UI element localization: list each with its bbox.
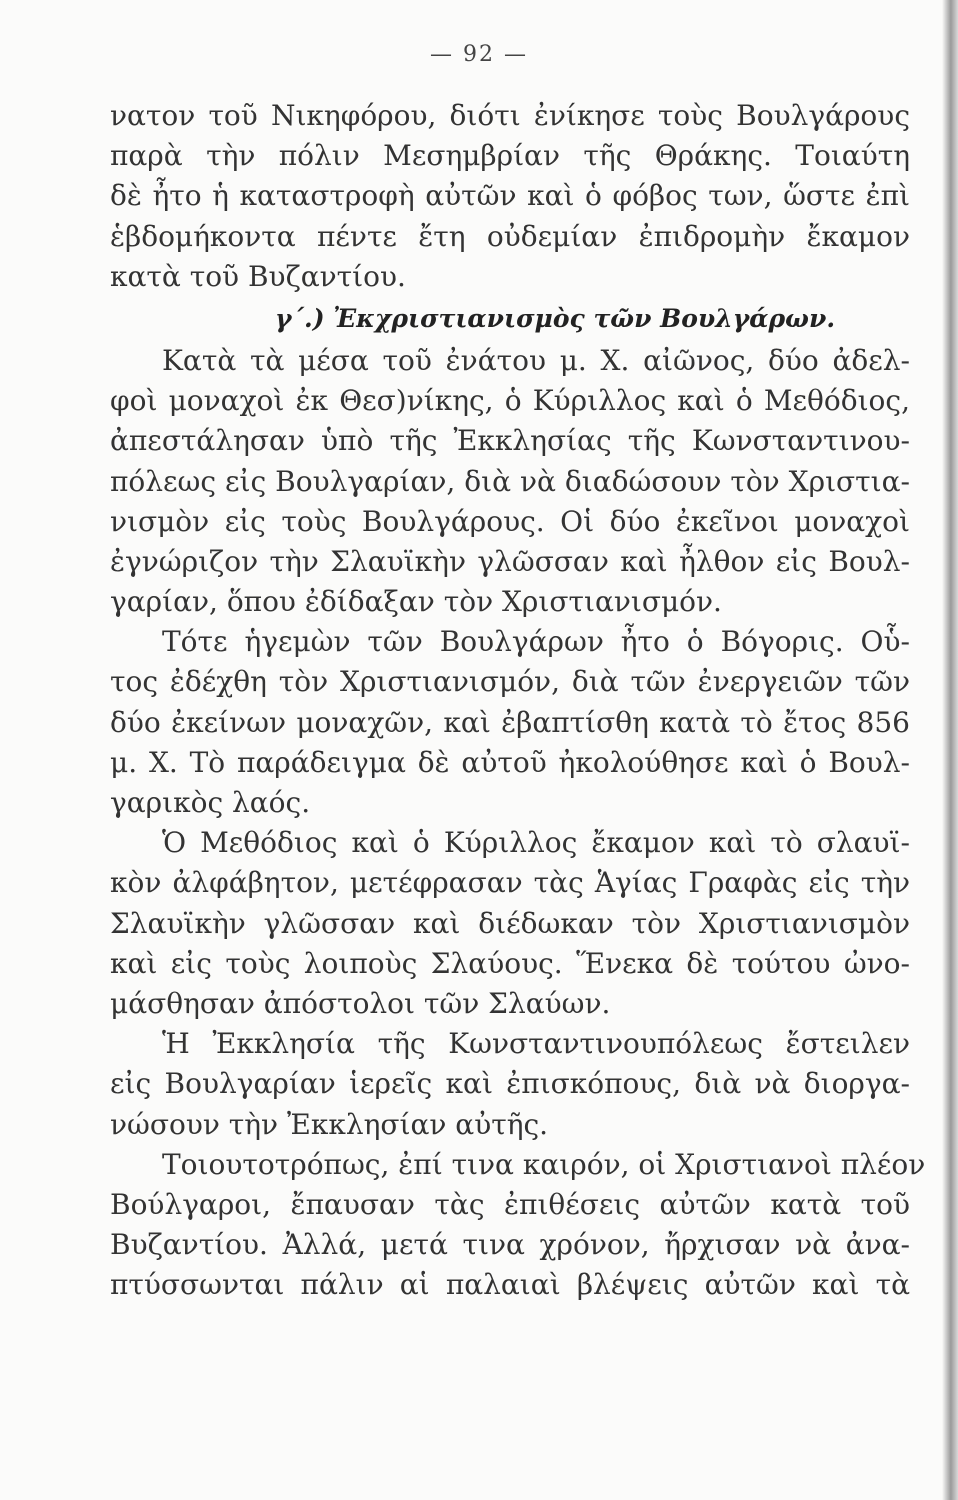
text-line: εἰς Βουλγαρίαν ἱερεῖς καὶ ἐπισκόπους, διὰ νὰ διοργα- [110,1067,910,1101]
text-line: καὶ εἰς τοὺς λοιποὺς Σλαύους. Ἕνεκα δὲ τούτου ὠνο- [110,946,910,980]
text-line: ἐγνώριζον τὴν Σλαυϊκὴν γλῶσσαν καὶ ἦλθον εἰς Βουλ- [110,544,910,578]
text-line: κατὰ τοῦ Βυζαντίου. [110,259,406,293]
paragraph-intro [110,96,910,297]
text-line: Βυζαντίου. Ἀλλά, μετά τινα χρόνον, ἤρχισαν νὰ ἀνα- [110,1228,910,1262]
paragraph [110,622,910,823]
text-line: μ. Χ. Τὸ παράδειγμα δὲ αὐτοῦ ἠκολούθησε καὶ ὁ Βουλ- [110,745,910,779]
text-line: κὸν ἀλφάβητον, μετέφρασαν τὰς Ἁγίας Γραφὰς εἰς τὴν [110,866,910,900]
text-line: νώσουν τὴν Ἐκκλησίαν αὐτῆς. [110,1107,549,1141]
text-line: Κατὰ τὰ μέσα τοῦ ἐνάτου μ. Χ. αἰῶνος, δύο ἀδελ- [162,343,910,377]
paragraph [110,1024,910,1145]
text-line: Βούλγαροι, ἔπαυσαν τὰς ἐπιθέσεις αὐτῶν κατὰ τοῦ [110,1187,910,1221]
text-line: δύο ἐκείνων μοναχῶν, καὶ ἐβαπτίσθη κατὰ τὸ ἔτος 856 [110,705,910,739]
text-line: δὲ ἦτο ἡ καταστροφὴ αὐτῶν καὶ ὁ φόβος των, ὥστε ἐπὶ [110,179,910,213]
page-edge-shadow [942,0,958,1500]
text-line: ἀπεστάλησαν ὑπὸ τῆς Ἐκκλησίας τῆς Κωνσταντινου- [110,424,910,458]
text-line: Ἡ Ἐκκλησία τῆς Κωνσταντινουπόλεως ἔστειλεν [162,1027,910,1061]
text-line: νισμὸν εἰς τοὺς Βουλγάρους. Οἱ δύο ἐκεῖνοι μοναχοὶ [110,504,910,538]
text-line: μάσθησαν ἀπόστολοι τῶν Σλαύων. [110,986,611,1020]
text-line: Ὁ Μεθόδιος καὶ ὁ Κύριλλος ἔκαμον καὶ τὸ σλαυϊ- [162,826,910,860]
text-line: φοὶ μοναχοὶ ἐκ Θεσ)νίκης, ὁ Κύριλλος καὶ ὁ Μεθόδιος, [110,384,910,418]
text-line: παρὰ τὴν πόλιν Μεσημβρίαν τῆς Θράκης. Τοιαύτη [110,139,910,173]
body-text [110,96,926,1305]
text-line: γαρικὸς λαός. [110,786,311,819]
paragraph [110,341,910,622]
text-line: πτύσσωνται πάλιν αἱ παλαιαὶ βλέψεις αὐτῶν καὶ τὰ [110,1268,910,1302]
section-heading: γ΄.) Ἐκχριστιανισμὸς τῶν Βουλγάρων. [275,303,836,333]
text-line: Τότε ἡγεμὼν τῶν Βουλγάρων ἦτο ὁ Βόγορις. Οὗ- [162,625,910,659]
text-line: τος ἐδέχθη τὸν Χριστιανισμόν, διὰ τῶν ἐνεργειῶν τῶν [110,665,910,699]
text-line: ἑβδομήκοντα πέντε ἔτη οὐδεμίαν ἐπιδρομὴν ἔκαμον [110,219,910,253]
text-line: πόλεως εἰς Βουλγαρίαν, διὰ νὰ διαδώσουν τὸν Χριστια- [110,464,910,498]
paragraph [110,823,910,1024]
text-line: νατον τοῦ Νικηφόρου, διότι ἐνίκησε τοὺς Βουλγάρους [110,99,910,132]
text-line: Τοιουτοτρόπως, ἐπί τινα καιρόν, οἱ Χριστιανοὶ πλέον [162,1147,926,1181]
page-number: — 92 — [430,42,528,67]
text-line: γαρίαν, ὅπου ἐδίδαξαν τὸν Χριστιανισμόν. [110,585,722,619]
text-line: Σλαυϊκὴν γλῶσσαν καὶ διέδωκαν τὸν Χριστιανισμὸν [110,906,910,940]
paragraph [110,1145,926,1306]
